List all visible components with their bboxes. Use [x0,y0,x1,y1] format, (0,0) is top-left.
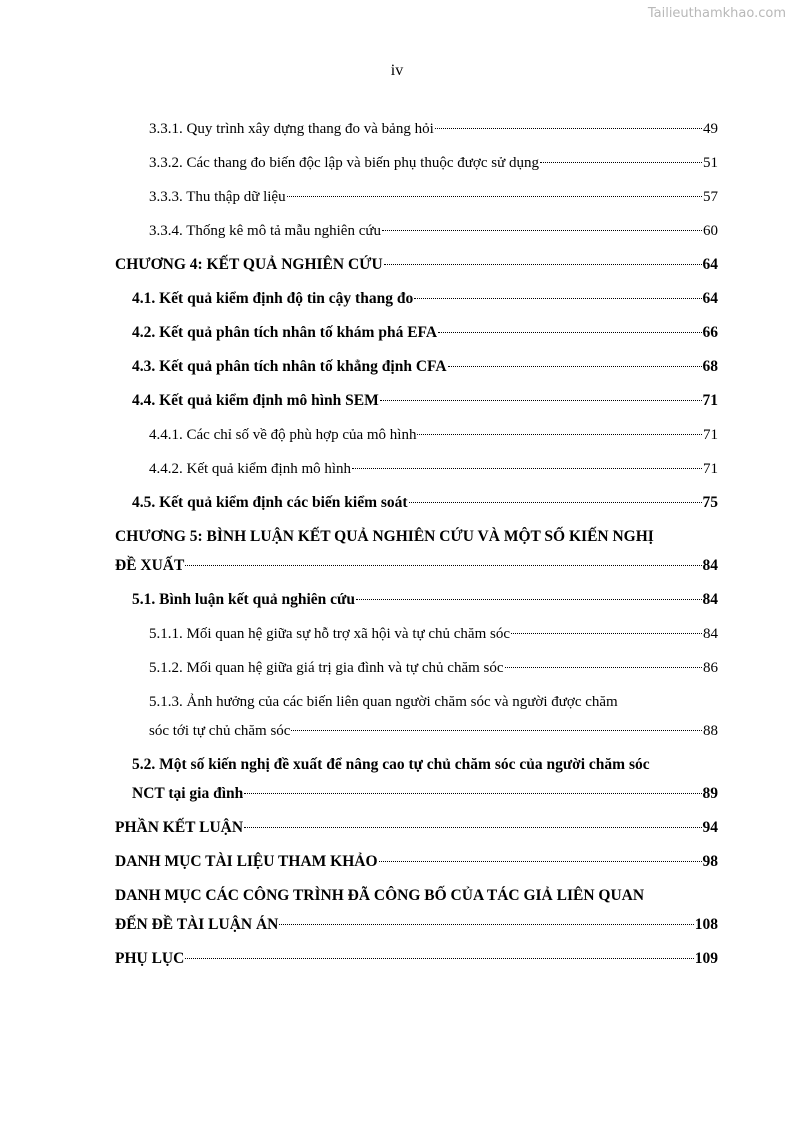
toc-entry-page: 109 [694,950,718,967]
dot-leader [382,230,702,231]
toc-entry-title: 4.4. Kết quả kiểm định mô hình SEM [132,392,379,409]
toc-entry-title: 4.4.2. Kết quả kiểm định mô hình [149,461,352,477]
toc-entry-page: 98 [702,853,718,870]
dot-leader [438,332,701,333]
toc-entry[interactable] [115,424,718,446]
toc-entry-title: 4.4.1. Các chỉ số về độ phù hợp của mô hình [149,427,417,443]
toc-entry-title-continued: ĐỀ XUẤT [115,557,185,574]
toc-entry-page: 84 [703,626,718,642]
toc-entry-title: 3.3.3. Thu thập dữ liệu [149,189,286,205]
dot-leader [356,599,702,600]
toc-entry-page: 68 [702,358,718,375]
toc-entry[interactable] [115,948,718,970]
toc-entry[interactable] [115,458,718,480]
toc-entry-title: 4.2. Kết quả phân tích nhân tố khám phá EFA [132,324,438,341]
watermark: Tailieuthamkhao.com [647,6,786,21]
toc-entry[interactable] [115,817,718,839]
toc-entry-page: 86 [703,660,718,676]
toc-entry[interactable] [115,152,718,174]
toc-entry-page: 71 [703,461,718,477]
dot-leader [511,633,702,634]
dot-leader [379,861,702,862]
dot-leader [540,162,702,163]
toc-entry-page: 57 [703,189,718,205]
toc-entry[interactable] [115,322,718,344]
toc-entry-title: 5.2. Một số kiến nghị đề xuất để nâng cao tự chủ chăm sóc của người chăm sóc [132,756,650,773]
dot-leader [279,924,693,925]
toc-entry-title: 5.1.3. Ảnh hưởng của các biến liên quan người chăm sóc và người được chăm [149,694,618,710]
dot-leader [435,128,702,129]
dot-leader [448,366,702,367]
toc-entry[interactable] [115,254,718,276]
dot-leader [352,468,702,469]
toc-entry-title: CHƯƠNG 5: BÌNH LUẬN KẾT QUẢ NGHIÊN CỨU VÀ MỘT SỐ KIẾN NGHỊ [115,528,654,545]
toc-entry-title: PHẦN KẾT LUẬN [115,819,244,836]
toc-entry-page: 64 [702,256,718,273]
dot-leader [185,958,693,959]
dot-leader [185,565,701,566]
toc-entry-title: 5.1.2. Mối quan hệ giữa giá trị gia đình và tự chủ chăm sóc [149,660,504,676]
toc-entry-title-continued: sóc tới tự chủ chăm sóc [149,723,291,739]
dot-leader [414,298,701,299]
toc-entry-page: 71 [703,427,718,443]
toc-entry-title: 5.1. Bình luận kết quả nghiên cứu [132,591,355,608]
toc-entry[interactable] [115,118,718,140]
toc-entry[interactable] [115,623,718,645]
toc-entry-page: 49 [703,121,718,137]
toc-entry-title: 4.1. Kết quả kiểm định độ tin cậy thang đo [132,290,414,307]
toc-entry[interactable] [115,526,718,577]
toc-entry-title: 3.3.1. Quy trình xây dựng thang đo và bảng hỏi [149,121,434,137]
toc-entry[interactable] [115,220,718,242]
dot-leader [409,502,702,503]
toc-entry-page: 75 [702,494,718,511]
toc-entry-page: 66 [702,324,718,341]
toc-entry[interactable] [115,754,718,805]
dot-leader [291,730,702,731]
toc-entry[interactable] [115,356,718,378]
toc-entry-page: 88 [703,723,718,739]
toc-entry-title: 4.3. Kết quả phân tích nhân tố khẳng định CFA [132,358,447,375]
toc-entry-title: 4.5. Kết quả kiểm định các biến kiểm soát [132,494,408,511]
toc-entry-title: 5.1.1. Mối quan hệ giữa sự hỗ trợ xã hội và tự chủ chăm sóc [149,626,511,642]
toc-entry-title-continued: ĐẾN ĐỀ TÀI LUẬN ÁN [115,916,279,933]
toc-entry-title: CHƯƠNG 4: KẾT QUẢ NGHIÊN CỨU [115,256,383,273]
toc-entry[interactable] [115,288,718,310]
dot-leader [287,196,702,197]
dot-leader [417,434,702,435]
toc-entry-page: 108 [694,916,718,933]
toc-entry-page: 84 [702,591,718,608]
toc-entry-page: 64 [702,290,718,307]
toc-entry-title: 3.3.4. Thống kê mô tả mẫu nghiên cứu [149,223,381,239]
toc-entry[interactable] [115,186,718,208]
dot-leader [505,667,702,668]
toc-entry-page: 94 [702,819,718,836]
toc-entry-title: DANH MỤC CÁC CÔNG TRÌNH ĐÃ CÔNG BỐ CỦA TÁC GIẢ LIÊN QUAN [115,887,645,904]
toc-entry[interactable] [115,691,718,742]
dot-leader [244,793,701,794]
dot-leader [384,264,702,265]
toc-entry[interactable] [115,390,718,412]
toc-entry-page: 71 [702,392,718,409]
toc-entry-page: 51 [703,155,718,171]
toc-entry[interactable] [115,657,718,679]
toc-entry-title: PHỤ LỤC [115,950,185,967]
toc-entry[interactable] [115,589,718,611]
toc-entry[interactable] [115,885,718,936]
toc-entry-title: 3.3.2. Các thang đo biến độc lập và biến phụ thuộc được sử dụng [149,155,539,171]
dot-leader [380,400,702,401]
toc-entry[interactable] [115,851,718,873]
toc-entry-page: 89 [702,785,718,802]
toc-entry-page: 60 [703,223,718,239]
toc-entry-page: 84 [702,557,718,574]
dot-leader [244,827,701,828]
toc-entry[interactable] [115,492,718,514]
toc-entry-title: DANH MỤC TÀI LIỆU THAM KHẢO [115,853,378,870]
table-of-contents [115,118,718,982]
toc-entry-title-continued: NCT tại gia đình [132,785,244,802]
page-number: iv [390,62,404,79]
